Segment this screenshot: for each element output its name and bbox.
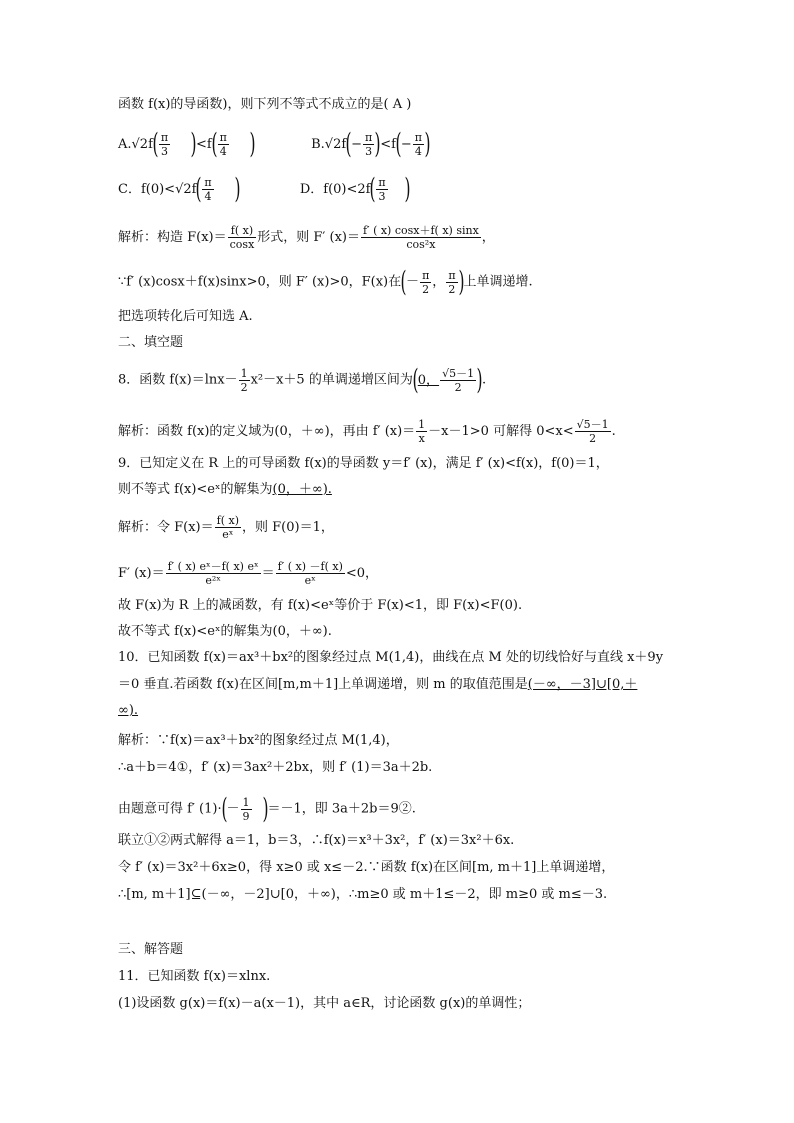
minus-sign: − [351,136,363,152]
fraction-numerator: √5－1 [576,418,609,431]
solution-10-line-6: ∴[m, m＋1]⊆(－∞，－2]∪[0，＋∞)，∴m≥0 或 m＋1≤－2，即 m≥0 或 m≤－3. [118,887,608,902]
solution-10-line-3 [118,792,416,825]
text: . [611,424,616,439]
text: . [482,372,487,388]
options-cd-line [118,172,411,205]
question-8 [118,363,487,396]
minus-sign: － [226,801,240,817]
paren-close: ) [458,265,465,298]
question-9-line-2 [118,480,332,500]
fraction [241,796,252,823]
option-b [311,127,431,160]
fraction-denominator: x [418,432,425,445]
solution-9-line-4: 故不等式 f(x)<eˣ的解集为(0，＋∞). [118,624,332,639]
paren-close: ) [261,792,269,825]
text: 则不等式 f(x)<eˣ的解集为 [118,482,273,497]
fraction [416,418,427,445]
question-7-intro: 函数 f(x)的导函数)，则下列不等式不成立的是( A ) [118,97,412,112]
fraction [228,224,257,251]
fraction-numerator: f′ ( x) －f( x) [277,560,343,573]
fraction-numerator: π [378,175,386,189]
text: 形式，则 F′ (x)＝ [257,230,360,245]
option-b-prefix: B.√2f [311,136,347,152]
fraction-denominator: eˣ [222,528,234,541]
option-d [299,172,411,205]
question-10-line-1: 10．已知函数 f(x)＝ax³＋bx²的图象经过点 M(1,4)，曲线在点 M 处的切线恰好与直线 x＋9y [118,650,664,665]
answer-9: (0，＋∞). [272,482,332,497]
question-11-line-1: 11．已知函数 f(x)＝xlnx. [118,969,271,984]
fraction [202,176,213,203]
text: ，则 F(0)＝1， [242,520,334,535]
fraction-denominator: 2 [448,282,456,296]
fraction [239,367,250,394]
fraction-denominator: 4 [414,144,422,158]
fraction [166,560,261,587]
solution-8 [118,418,616,445]
fraction-numerator: f′ ( x) eˣ－f( x) eˣ [167,560,259,573]
solution-10-line-5: 令 f′ (x)＝3x²＋6x≥0，得 x≥0 或 x≤－2.∵函数 f(x)在区间[m, m＋1]上单调递增， [118,860,615,875]
fraction [420,269,431,296]
fraction-denominator: 3 [378,189,386,203]
fraction-numerator: π [219,130,227,144]
text: 8．函数 f(x)＝lnx－ [118,372,238,388]
fraction [218,131,229,158]
fraction-denominator: 2 [240,380,248,394]
text: －x－1>0 可解得 0<x< [428,424,574,439]
paren-open: ( [221,792,228,825]
question-10-line-2 [118,675,637,695]
answer-10-cont: ∞). [118,703,139,718]
fraction [446,269,457,296]
fraction-denominator: 3 [365,144,373,158]
option-c [118,172,244,205]
solution-9-line-3: 故 F(x)为 R 上的减函数，有 f(x)<eˣ等价于 F(x)<1，即 F(x)<F(0). [118,598,523,613]
fraction-denominator: 2 [589,432,597,445]
fraction-denominator: 9 [242,809,250,823]
fraction [215,514,241,541]
fraction-numerator: π [365,130,373,144]
paren-open: ( [395,127,402,160]
solution-10-line-1: 解析：∵f(x)＝ax³＋bx²的图象经过点 M(1,4)， [118,733,399,748]
fraction-numerator: f( x) [216,514,239,527]
fraction [440,367,476,394]
fraction-numerator: 1 [240,366,248,380]
question-9-line-1: 9．已知定义在 R 上的可导函数 f(x)的导函数 y＝f′ (x)，满足 f′ (x)<f(x)，f(0)＝1， [118,456,609,471]
paren-open: ( [345,127,352,160]
fraction-numerator: π [160,130,169,144]
paren-open: ( [400,265,407,298]
option-d-prefix: D．f(0)<2f [299,181,371,197]
fraction [413,131,424,158]
text: ∵f′ (x)cosx＋f(x)sinx>0，则 F′ (x)>0，F(x)在 [118,274,402,290]
option-c-prefix: C．f(0)<√2f [118,181,197,197]
text: 由题意可得 f′ (1)· [118,801,222,817]
paren-open: ( [369,172,376,205]
option-a-prefix: A.√2f [118,136,153,152]
solution-9-line-2 [118,560,378,587]
text: 上单调递增. [463,274,533,290]
options-ab-line [118,127,431,160]
fraction-numerator: f( x) [228,224,257,238]
fraction [159,131,170,158]
solution-7-line-2: ∵f′ (x)cosx＋f(x)sinx>0，则 F′ (x)>0，F(x)在(－ $\frac{\pi}{2}$ ， $\frac{\pi}{2}$ )上单调递增. [118,265,533,298]
fraction-denominator: 2 [422,282,430,296]
fraction-numerator: π [422,268,430,282]
paren-close: ) [476,363,483,396]
fraction-denominator: cos²x [406,238,436,251]
fraction-numerator: √5－1 [442,366,475,380]
paren-close: ) [234,172,241,205]
paren-close: ) [424,127,431,160]
solution-7-line-1 [118,224,495,251]
text: F′ (x)＝ [118,566,165,581]
fraction-denominator: 4 [219,144,227,158]
fraction [363,131,374,158]
text: ＝0 垂直.若函数 f(x)在区间[m,m＋1]上单调递增，则 m 的取值范围是 [118,677,528,692]
text: x²－x＋5 的单调递增区间为 [250,372,413,388]
minus-sign: − [400,136,412,152]
fraction [575,418,611,445]
fraction-denominator: 4 [204,189,212,203]
option-b-compare: <f [380,136,396,152]
answer-8 [412,363,483,396]
fraction-numerator: π [414,130,422,144]
paren-close: ) [404,172,411,205]
paren-open: ( [195,172,202,205]
answer-10: (－∞，－3]∪[0,＋ [527,677,638,692]
solution-9-line-1 [118,514,334,541]
question-11-line-2: (1)设函数 g(x)＝f(x)－a(x－1)，其中 a∈R，讨论函数 g(x)的单调性； [118,996,531,1011]
fraction-numerator: 1 [242,795,250,809]
fraction-denominator: cosx [229,238,255,251]
paren-open: ( [412,363,419,396]
fraction-denominator: 3 [160,144,168,158]
solution-7-line-3: 把选项转化后可知选 A. [118,309,253,324]
text: ＝ [261,566,275,581]
text: 0， [417,372,440,388]
paren-close: ) [249,127,256,160]
fraction-denominator: eˣ [304,574,316,587]
paren-open: ( [211,127,218,160]
paren-close: ) [374,127,381,160]
paren-close: ) [190,127,197,160]
section-heading-fill-in: 二、填空题 [118,335,184,350]
fraction [361,224,481,251]
text: 解析：函数 f(x)的定义域为(0，＋∞)，再由 f′ (x)＝ [118,424,416,439]
fraction-numerator: π [448,268,456,282]
text: ＝－1，即 3a＋2b＝9②. [267,801,416,817]
solution-10-line-2: ∴a＋b＝4①，f′ (x)＝3ax²＋2bx，则 f′ (1)＝3a＋2b. [118,760,433,775]
paren-open: ( [152,127,159,160]
solution-10-line-4: 联立①②两式解得 a＝1，b＝3，∴f(x)＝x³＋3x²，f′ (x)＝3x²＋6x. [118,833,515,848]
question-10-line-3 [118,701,138,721]
option-a [118,127,259,160]
fraction [276,560,345,587]
text: 解析：令 F(x)＝ [118,520,214,535]
fraction-denominator: e²ˣ [205,574,221,587]
section-heading-solve: 三、解答题 [118,942,184,957]
fraction-numerator: π [204,175,212,189]
text: 解析：构造 F(x)＝ [118,230,227,245]
option-a-compare: <f [196,136,212,152]
fraction [376,176,387,203]
fraction-numerator: f′ ( x) cosx＋f( x) sinx [363,224,479,237]
text: ， [481,230,495,245]
text: <0， [345,566,379,581]
fraction-numerator: 1 [418,418,426,431]
fraction-denominator: 2 [454,380,462,394]
